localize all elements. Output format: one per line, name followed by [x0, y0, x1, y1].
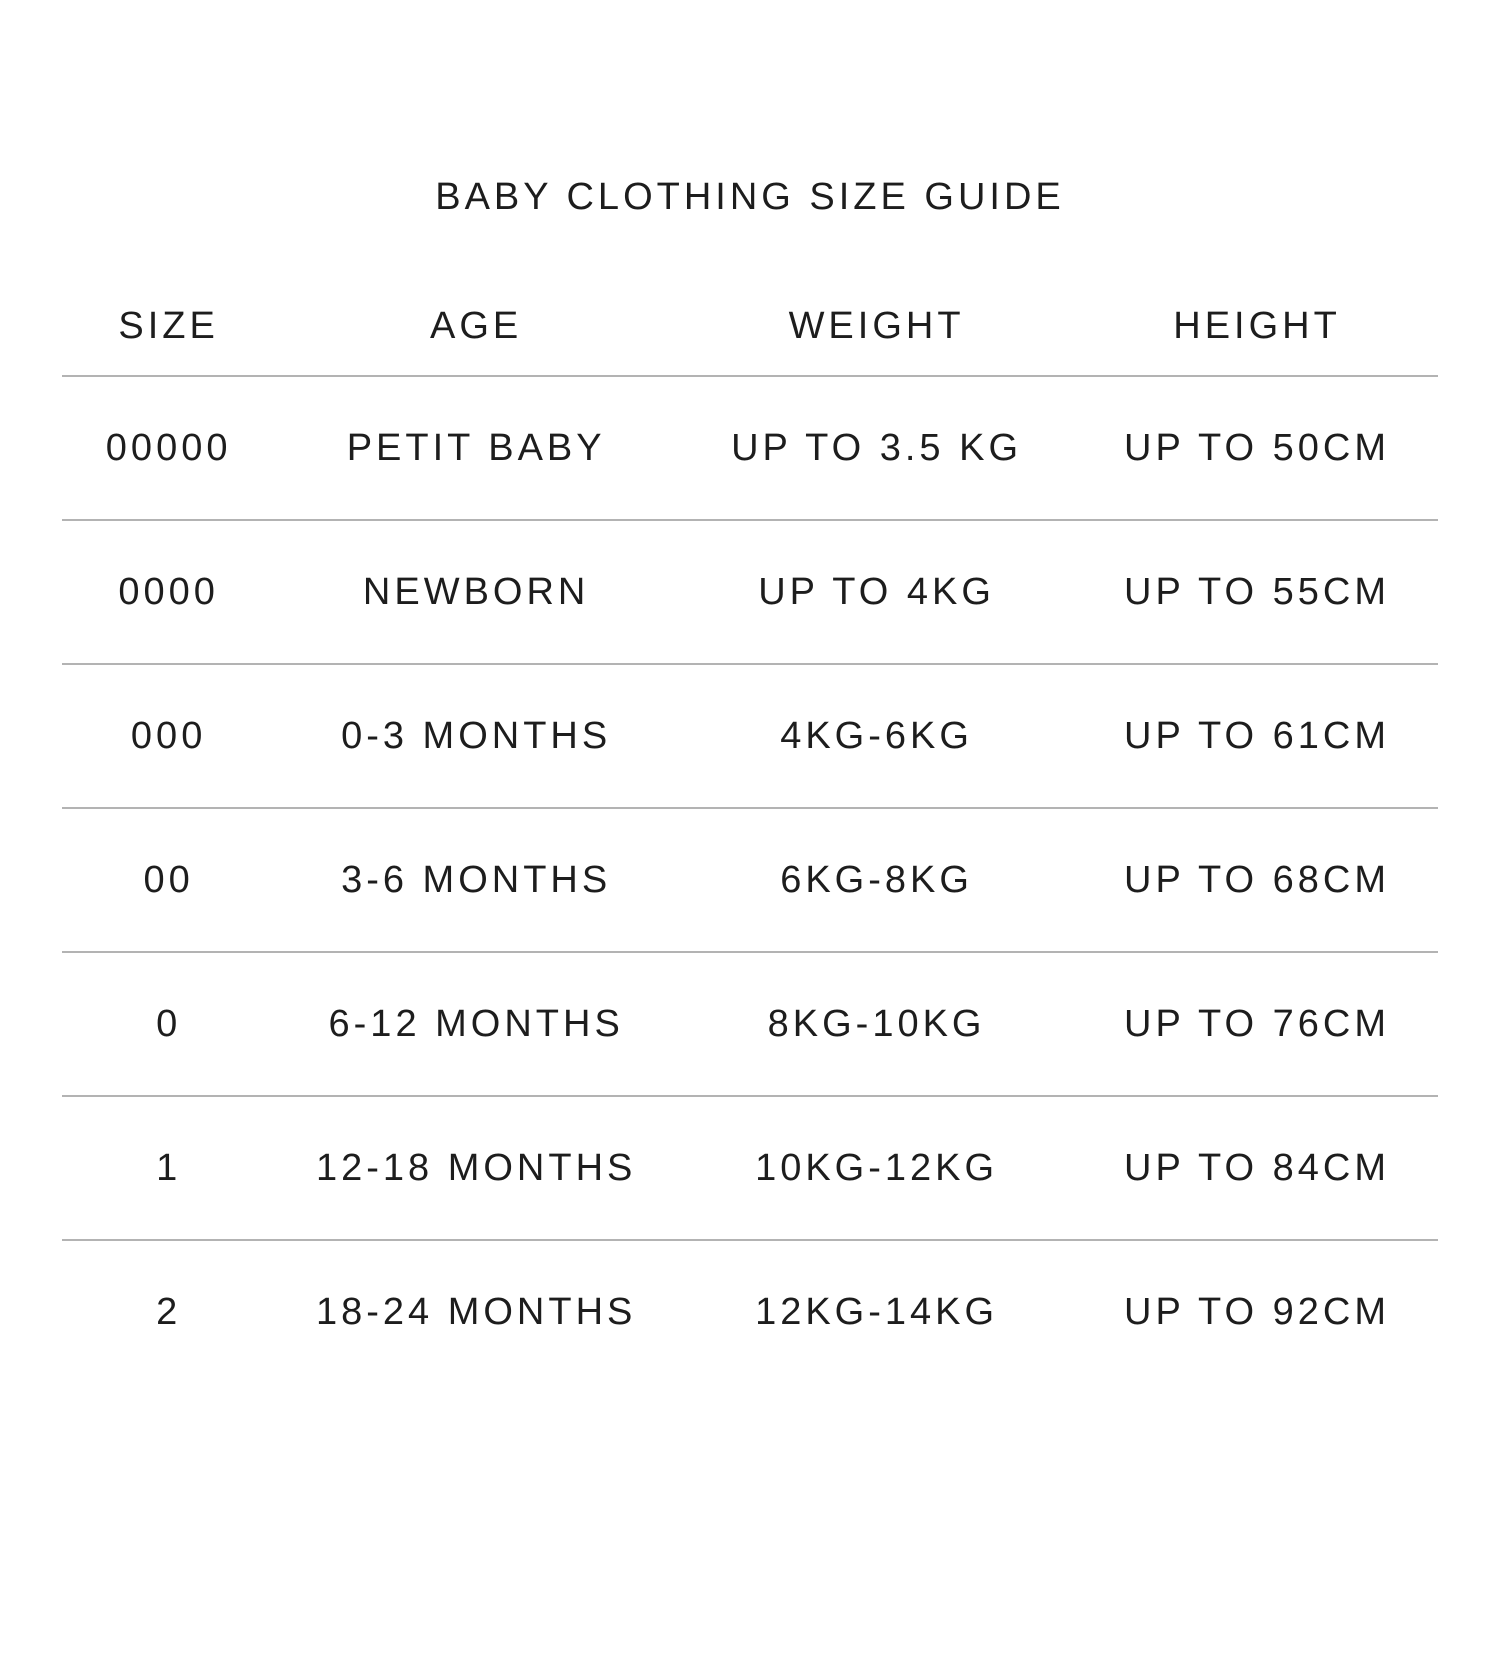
table-row [62, 1096, 1438, 1240]
table-row [62, 520, 1438, 664]
table-row [62, 376, 1438, 520]
cell-weight: UP TO 3.5 KG [677, 376, 1076, 520]
column-header-weight: WEIGHT [677, 277, 1076, 376]
header-row [62, 277, 1438, 376]
cell-weight: 8KG-10KG [677, 952, 1076, 1096]
column-header-size: SIZE [62, 277, 275, 376]
table-row [62, 1240, 1438, 1383]
cell-size: 0000 [62, 520, 275, 664]
cell-size: 1 [62, 1096, 275, 1240]
cell-age: 12-18 MONTHS [275, 1096, 677, 1240]
cell-weight: 6KG-8KG [677, 808, 1076, 952]
cell-height: UP TO 50CM [1076, 376, 1438, 520]
size-guide-table [62, 277, 1438, 1383]
cell-height: UP TO 55CM [1076, 520, 1438, 664]
column-header-age: AGE [275, 277, 677, 376]
cell-size: 00 [62, 808, 275, 952]
cell-weight: 4KG-6KG [677, 664, 1076, 808]
cell-height: UP TO 76CM [1076, 952, 1438, 1096]
cell-height: UP TO 92CM [1124, 1290, 1391, 1333]
cell-weight: 12KG-14KG [755, 1290, 999, 1333]
cell-height: UP TO 61CM [1076, 664, 1438, 808]
cell-size: 000 [62, 664, 275, 808]
cell-age: PETIT BABY [275, 376, 677, 520]
column-header-height: HEIGHT [1076, 277, 1438, 376]
table-header [62, 277, 1438, 376]
cell-age: 0-3 MONTHS [275, 664, 677, 808]
table-row [62, 952, 1438, 1096]
table-row [62, 808, 1438, 952]
cell-height: UP TO 84CM [1076, 1096, 1438, 1240]
cell-size: 0 [62, 952, 275, 1096]
cell-size: 00000 [62, 376, 275, 520]
cell-weight: UP TO 4KG [677, 520, 1076, 664]
cell-age: 3-6 MONTHS [275, 808, 677, 952]
cell-height: UP TO 68CM [1076, 808, 1438, 952]
cell-weight: 10KG-12KG [677, 1096, 1076, 1240]
page-title: BABY CLOTHING SIZE GUIDE [435, 176, 1065, 218]
table-row [62, 664, 1438, 808]
cell-size: 2 [156, 1290, 182, 1333]
table-body [62, 376, 1438, 1383]
cell-age: 6-12 MONTHS [275, 952, 677, 1096]
cell-age: NEWBORN [275, 520, 677, 664]
cell-age: 18-24 MONTHS [315, 1290, 637, 1333]
